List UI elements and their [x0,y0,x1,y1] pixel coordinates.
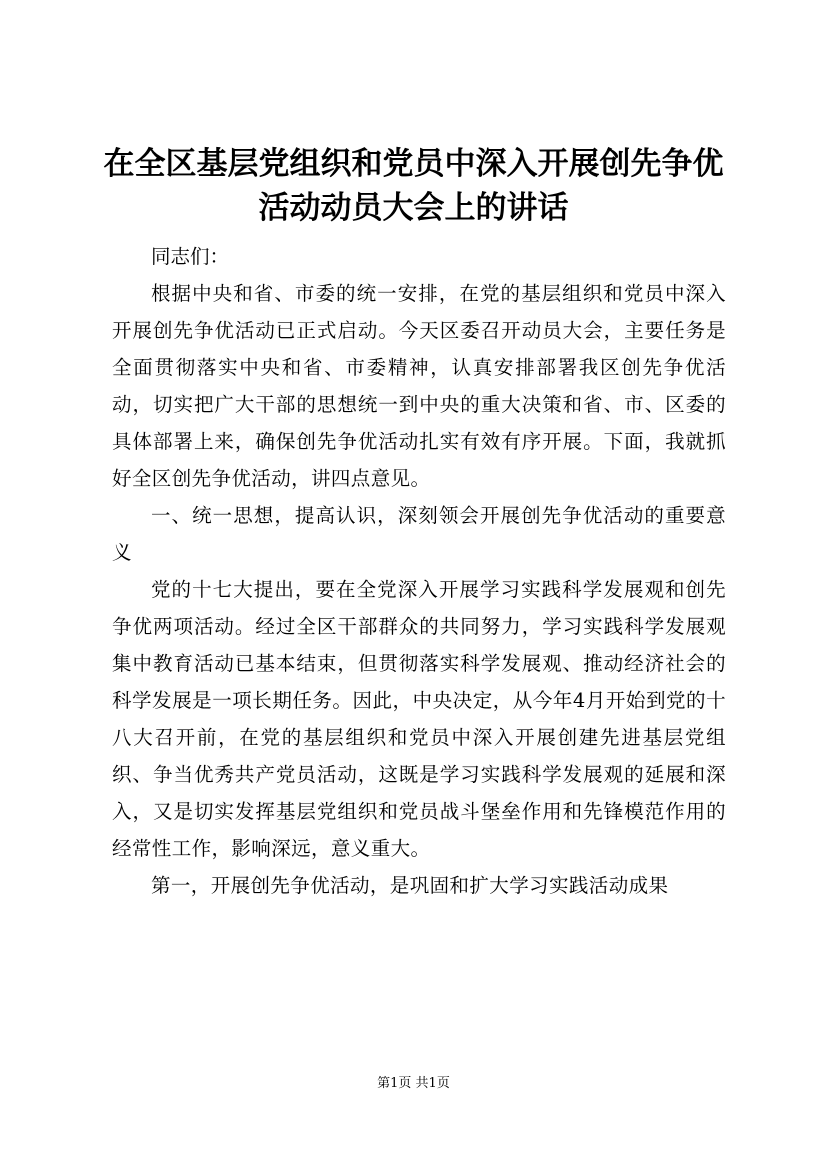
document-title [100,142,727,230]
section-heading-1: 一、统一思想，提高认识，深刻领会开展创先争优活动的重要意义 [112,504,726,564]
paragraph-1: 根据中央和省、市委的统一安排，在党的基层组织和党员中深入开展创先争优活动已正式启动。今天区委召开动员大会，主要任务是全面贯彻落实中央和省、市委精神，认真安排部署我区创先争优活动，切实把广大干部的思想统一到中央的重大决策和省、市、区委的具体部署上来，确保创先争优活动扎实有效有序开展。下面，我就抓好全区创先争优活动，讲四点意见。 [112,282,726,490]
paragraph-2: 党的十七大提出，要在全党深入开展学习实践科学发展观和创先争优两项活动。经过全区干部群众的共同努力，学习实践科学发展观集中教育活动已基本结束，但贯彻落实科学发展观、推动经济社会的科学发展是一项长期任务。因此，中央决定，从今年4月开始到党的十八大召开前，在党的基层组织和党员中深入开展创建先进基层党组织、争当优秀共产党员活动，这既是学习实践科学发展观的延展和深入，又是切实发挥基层党组织和党员战斗堡垒作用和先锋模范作用的经常性工作，影响深远，意义重大。 [112,578,726,860]
paragraph-3: 第一，开展创先争优活动，是巩固和扩大学习实践活动成果 [151,874,669,897]
salutation: 同志们： [151,245,230,268]
title-line-1: 在全区基层党组织和党员中深入开展创先争优 [103,146,724,182]
document-body [112,238,726,904]
title-line-2: 活动动员大会上的讲话 [258,190,569,226]
page-footer: 第1页 共1页 [377,1076,450,1091]
